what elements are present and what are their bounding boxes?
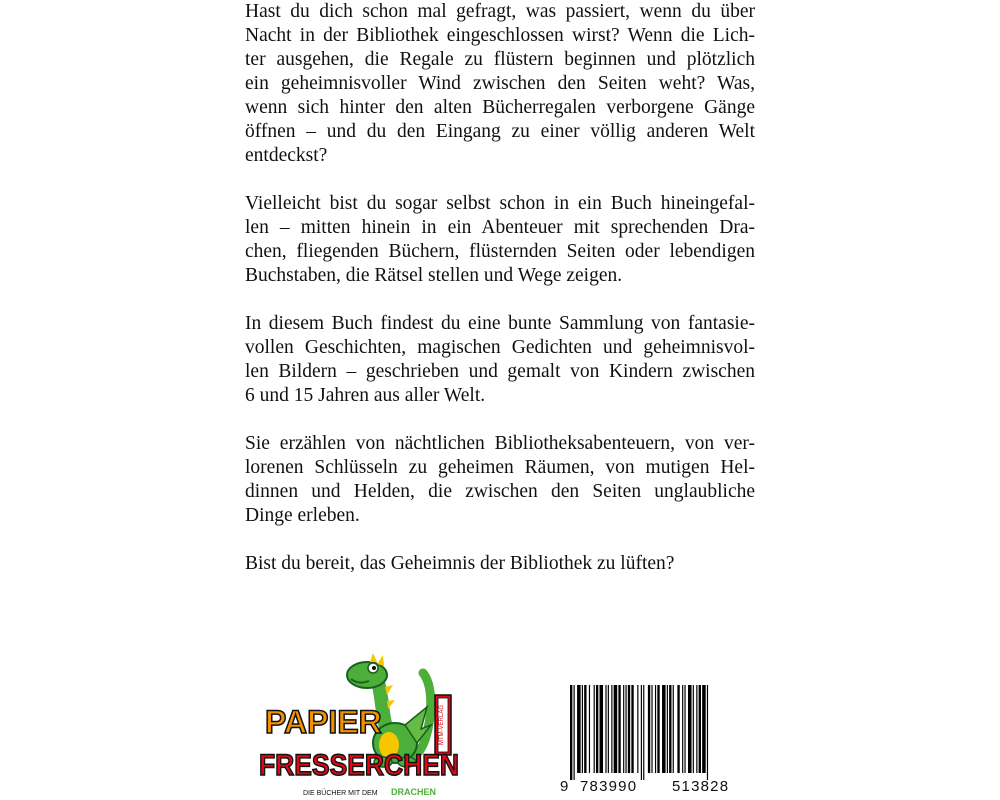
paragraph-2 bbox=[245, 192, 755, 288]
barcode-bar bbox=[667, 685, 668, 773]
barcode-bar bbox=[648, 685, 650, 773]
barcode-bar bbox=[682, 685, 683, 773]
text-line: In diesem Buch findest du eine bunte Sammlung von fantasie- bbox=[245, 313, 755, 334]
barcode-bar bbox=[628, 685, 630, 773]
text-line: öffnen – und du den Eingang zu einer völlig anderen Welt bbox=[245, 121, 755, 142]
barcode-bar bbox=[623, 685, 624, 773]
barcode-bar bbox=[688, 685, 692, 773]
isbn-barcode bbox=[558, 685, 758, 780]
barcode-bar bbox=[696, 685, 697, 773]
text-line: Vielleicht bist du sogar selbst schon in ein Buch hineingefal- bbox=[245, 193, 755, 214]
text-line: 6 und 15 Jahren aus aller Welt. bbox=[245, 385, 486, 406]
text-line: Dinge erleben. bbox=[245, 505, 360, 526]
publisher-logo bbox=[255, 645, 470, 800]
barcode-bar bbox=[673, 685, 674, 773]
barcode-bar bbox=[702, 685, 706, 773]
isbn-digit-group-1: 783990 bbox=[580, 778, 638, 795]
barcode-bar bbox=[707, 685, 708, 780]
text-line: len Bildern – geschrieben und gemalt von Kindern zwischen bbox=[245, 361, 755, 382]
barcode-bar bbox=[662, 685, 666, 773]
barcode-bar bbox=[657, 685, 659, 773]
text-line: ein geheimnisvoller Wind zwischen den Seiten weht? Was, bbox=[245, 73, 755, 94]
logo-word-papier: PAPIER bbox=[265, 704, 382, 740]
isbn-digits bbox=[558, 778, 758, 798]
barcode-bar bbox=[584, 685, 586, 773]
logo-word-fresserchen: FRESSERCHEN bbox=[259, 749, 459, 782]
book-label: MTM-VERLAG bbox=[439, 704, 445, 746]
barcode-bar bbox=[605, 685, 606, 773]
text-line: Hast du dich schon mal gefragt, was passiert, wenn du über bbox=[245, 1, 755, 22]
barcode-bar bbox=[625, 685, 626, 773]
barcode-bar bbox=[600, 685, 604, 773]
logo-tagline-prefix: DIE BÜCHER MIT DEM bbox=[303, 790, 378, 797]
barcode-bar bbox=[611, 685, 612, 773]
barcode-bar bbox=[614, 685, 618, 773]
barcode-bar bbox=[589, 685, 590, 773]
barcode-bar bbox=[608, 685, 609, 773]
barcode-bar bbox=[677, 685, 679, 773]
barcode-bar bbox=[655, 685, 656, 773]
barcode-bar bbox=[699, 685, 701, 773]
barcode-bar bbox=[596, 685, 598, 773]
barcode-bar bbox=[577, 685, 581, 773]
paragraph-4 bbox=[245, 432, 755, 528]
barcode-bar bbox=[693, 685, 694, 773]
barcode-bar bbox=[574, 685, 575, 780]
paragraph-5 bbox=[245, 552, 755, 576]
barcode-bar bbox=[618, 685, 620, 773]
text-line: ter ausgehen, die Regale zu flüstern beginnen und plötzlich bbox=[245, 49, 755, 70]
isbn-digit-group-2: 513828 bbox=[672, 778, 730, 795]
text-line: Buchstaben, die Rätsel stellen und Wege zeigen. bbox=[245, 265, 623, 286]
barcode-bar bbox=[631, 685, 633, 773]
logo-tagline bbox=[303, 789, 378, 797]
barcode-bar bbox=[641, 685, 642, 780]
paragraph-3 bbox=[245, 312, 755, 408]
text-line: Bist du bereit, das Geheimnis der Bibliothek zu lüften? bbox=[245, 553, 675, 574]
barcode-bar bbox=[637, 685, 638, 773]
barcode-bar bbox=[594, 685, 595, 773]
book-icon bbox=[435, 695, 451, 755]
barcode-bar bbox=[669, 685, 671, 773]
blurb-text bbox=[245, 0, 755, 600]
text-line: lorenen Schlüsseln zu geheimen Räumen, von mutigen Hel- bbox=[245, 457, 755, 478]
barcode-bar bbox=[570, 685, 572, 780]
text-line: vollen Geschichten, magischen Gedichten und geheimnisvol- bbox=[245, 337, 755, 358]
barcode-bar bbox=[643, 685, 644, 780]
text-line: Nacht in der Bibliothek eingeschlossen wirst? Wenn die Lich- bbox=[245, 25, 755, 46]
barcode-bar bbox=[582, 685, 583, 773]
text-line: dinnen und Helden, die zwischen den Seiten unglaubliche bbox=[245, 481, 755, 502]
text-line: len – mitten hinein in ein Abenteuer mit sprechenden Dra- bbox=[245, 217, 755, 238]
text-line: Sie erzählen von nächtlichen Bibliotheksabenteuern, von ver- bbox=[245, 433, 755, 454]
paragraph-1 bbox=[245, 0, 755, 168]
barcode-bar bbox=[651, 685, 652, 773]
isbn-digit-first: 9 bbox=[560, 778, 570, 795]
text-line: entdeckst? bbox=[245, 145, 328, 166]
text-line: chen, fliegenden Büchern, flüsternden Seiten oder lebendigen bbox=[245, 241, 755, 262]
text-line: wenn sich hinter den alten Bücherregalen verborgene Gänge bbox=[245, 97, 755, 118]
logo-tagline-highlight: DRACHEN bbox=[391, 787, 436, 797]
barcode-bar bbox=[684, 685, 685, 773]
